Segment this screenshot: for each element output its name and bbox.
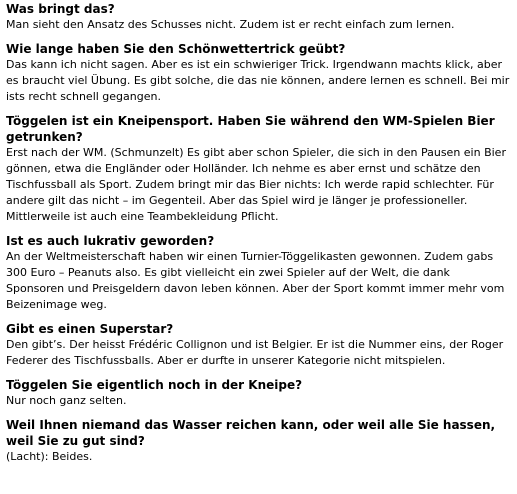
question: Ist es auch lukrativ geworden? [6,234,215,248]
qa-block-4 [6,233,511,313]
question: Töggelen Sie eigentlich noch in der Kneipe? [6,378,303,392]
answer: Erst nach der WM. (Schmunzelt) Es gibt aber schon Spieler, die sich in den Pausen ein Bier gönnen, etwa die Engländer oder Holländer. Ich nehme es aber ernst und schätze den Tischfussball als Sport. Zudem bringt mir das Bier nichts: Ich werde rapid schlechter. Für andere gilt das nicht – im Gegenteil. Aber das Spiel wird je länger je professioneller. Mittlerweile ist auch eine Teambekleidung Pflicht. [6,146,506,223]
question: Gibt es einen Superstar? [6,322,174,336]
qa-block-5 [6,321,511,369]
question: Wie lange haben Sie den Schönwettertrick geübt? [6,42,346,56]
question: Was bringt das? [6,2,115,16]
answer: Man sieht den Ansatz des Schusses nicht. Zudem ist er recht einfach zum lernen. [6,18,455,31]
qa-block-6 [6,377,511,409]
question: Weil Ihnen niemand das Wasser reichen kann, oder weil alle Sie hassen, weil Sie zu gut sind? [6,418,496,448]
question: Töggelen ist ein Kneipensport. Haben Sie während den WM-Spielen Bier getrunken? [6,114,495,144]
answer: (Lacht): Beides. [6,450,93,463]
qa-block-7 [6,417,511,465]
qa-block-1 [6,1,511,33]
qa-block-3 [6,113,511,225]
answer: Den gibt’s. Der heisst Frédéric Collignon und ist Belgier. Er ist die Nummer eins, der Roger Federer des Tischfussballs. Aber er durfte in unserer Kategorie nicht mitspielen. [6,338,504,367]
qa-block-2 [6,41,511,105]
answer: Nur noch ganz selten. [6,394,127,407]
answer: An der Weltmeisterschaft haben wir einen Turnier-Töggelikasten gewonnen. Zudem gabs 300 Euro – Peanuts also. Es gibt vielleicht ein zwei Spieler auf der Welt, die dank Sponsoren und Preisgeldern davon leben können. Aber der Sport kommt immer mehr vom Beizenimage weg. [6,250,505,311]
answer: Das kann ich nicht sagen. Aber es ist ein schwieriger Trick. Irgendwann machts klick, aber es braucht viel Übung. Es gibt solche, die das nie können, andere lernen es schnell. Bei mir ists recht schnell gegangen. [6,58,510,103]
